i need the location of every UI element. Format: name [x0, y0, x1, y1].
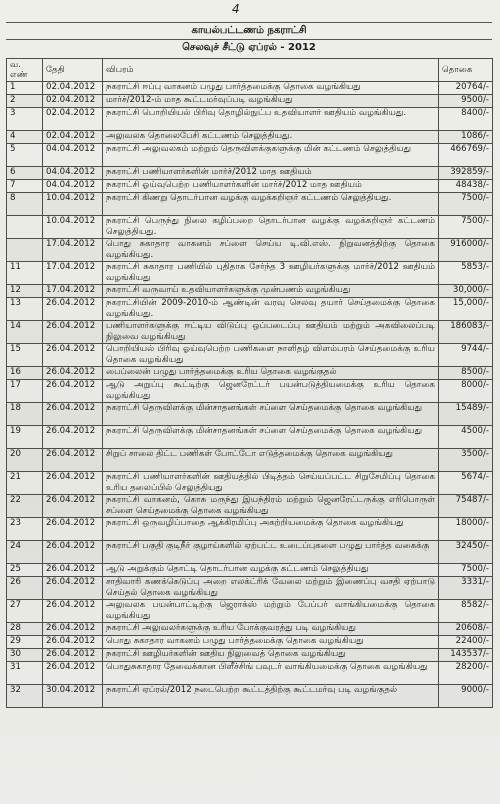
amount-cell: 3331/- — [439, 577, 493, 600]
description-cell: சிறுப் சாலை திட்ட பணிகள் போட்டோ எடுத்தமைக்கு தொகை வழங்கியது — [103, 449, 439, 472]
table-body — [7, 82, 493, 708]
amount-cell: 7500/- — [439, 564, 493, 577]
description-cell: நகராட்சி ஏப்ரல்/2012 நடைபெற்ற கூட்டத்திற்கு கூட்டமர்வு படி வழங்குதல் — [103, 685, 439, 708]
table-row — [7, 367, 493, 380]
date-cell: 26.04.2012 — [43, 449, 103, 472]
serial-cell: 21 — [7, 472, 43, 495]
serial-cell: 18 — [7, 403, 43, 426]
serial-cell: 22 — [7, 495, 43, 518]
description-cell: நகராட்சி வாகனம், கொசு மருந்து இயந்திரம் மற்றும் ஜெனரேட்டருக்கு எரிபொருள் சப்ளை செய்தமைக்கு தொகை வழங்கியது — [103, 495, 439, 518]
table-row — [7, 144, 493, 167]
amount-cell: 9000/- — [439, 685, 493, 708]
amount-cell: 18000/- — [439, 518, 493, 541]
date-cell: 04.04.2012 — [43, 167, 103, 180]
date-cell: 26.04.2012 — [43, 623, 103, 636]
description-cell: நகராட்சி பொறியியல் பிரிவு தொழில்நுட்ப உதவியாளர் ஊதியம் வழங்கியது. — [103, 108, 439, 131]
date-cell: 17.04.2012 — [43, 285, 103, 298]
date-cell: 26.04.2012 — [43, 577, 103, 600]
serial-cell: 28 — [7, 623, 43, 636]
table-row — [7, 321, 493, 344]
description-cell: மார்ச்/2012-ம் மாத கூட்டமர்வுப்படி வழங்கியது — [103, 95, 439, 108]
table-row — [7, 623, 493, 636]
description-cell: அலுவலக தொலைபேசி கட்டணம் செலுத்தியது. — [103, 131, 439, 144]
amount-cell: 392859/- — [439, 167, 493, 180]
date-cell: 26.04.2012 — [43, 426, 103, 449]
serial-cell: 4 — [7, 131, 43, 144]
amount-cell: 30,000/- — [439, 285, 493, 298]
serial-cell: 11 — [7, 262, 43, 285]
date-cell: 02.04.2012 — [43, 131, 103, 144]
date-cell: 02.04.2012 — [43, 82, 103, 95]
date-cell: 17.04.2012 — [43, 239, 103, 262]
date-cell: 04.04.2012 — [43, 180, 103, 193]
table-row — [7, 541, 493, 564]
serial-cell: 30 — [7, 649, 43, 662]
date-cell: 26.04.2012 — [43, 344, 103, 367]
amount-cell: 48438/- — [439, 180, 493, 193]
amount-cell: 7500/- — [439, 216, 493, 239]
date-cell: 26.04.2012 — [43, 367, 103, 380]
amount-cell: 20764/- — [439, 82, 493, 95]
amount-cell: 1086/- — [439, 131, 493, 144]
serial-cell: 14 — [7, 321, 43, 344]
expense-table — [6, 58, 493, 708]
table-row — [7, 262, 493, 285]
date-cell: 26.04.2012 — [43, 298, 103, 321]
description-cell: அலுவலக பயன்பாட்டிற்கு ஜெராக்ஸ் மற்றும் பேப்பர் வாங்கியமைக்கு தொகை வழங்கியது — [103, 600, 439, 623]
description-cell: நகராட்சி பணியாளர்களின் மார்ச்/2012 மாத ஊதியம் — [103, 167, 439, 180]
amount-cell: 8400/- — [439, 108, 493, 131]
table-row — [7, 449, 493, 472]
amount-cell: 4500/- — [439, 426, 493, 449]
description-cell: பொதுசுகாதார தேவைக்கான பிளீச்சிங் பவுடர் வாங்கியமைக்கு தொகை வழங்கியது — [103, 662, 439, 685]
serial-cell — [7, 239, 43, 262]
date-cell: 02.04.2012 — [43, 95, 103, 108]
table-row — [7, 108, 493, 131]
document-title: காயல்பட்டணம் நகராட்சி — [6, 22, 492, 40]
table-row — [7, 180, 493, 193]
serial-cell: 7 — [7, 180, 43, 193]
table-row — [7, 344, 493, 367]
table-row — [7, 193, 493, 216]
date-cell: 10.04.2012 — [43, 193, 103, 216]
amount-cell: 32450/- — [439, 541, 493, 564]
table-row — [7, 495, 493, 518]
table-row — [7, 403, 493, 426]
document-subtitle: செலவுச் சீட்டு ஏப்ரல் - 2012 — [182, 42, 316, 53]
date-cell: 26.04.2012 — [43, 541, 103, 564]
amount-cell: 7500/- — [439, 193, 493, 216]
date-cell: 26.04.2012 — [43, 636, 103, 649]
date-cell: 26.04.2012 — [43, 321, 103, 344]
amount-cell: 22400/- — [439, 636, 493, 649]
date-cell: 30.04.2012 — [43, 685, 103, 708]
page-mark: 4 — [232, 2, 240, 16]
description-cell: நகராட்சி தெருவிளக்கு மின்சாதனங்கள் சப்ளை செய்தமைக்கு தொகை வழங்கியது — [103, 403, 439, 426]
serial-cell — [7, 216, 43, 239]
amount-cell: 8500/- — [439, 367, 493, 380]
table-row — [7, 472, 493, 495]
description-cell: பொறியியல் பிரிவு ஓய்வுபெற்ற பணிகளை நாளிதழ் விளம்பரம் செய்தமைக்கு உரிய தொகை வழங்கியது — [103, 344, 439, 367]
description-cell: நகராட்சி ஊழியர்களின் ஊதிய நிலுவைத் தொகை வழங்கியது — [103, 649, 439, 662]
description-cell: நகராட்சி சுகாதார பணியில் புதிதாக சேர்ந்த 3 ஊழியர்களுக்கு மார்ச்/2012 ஊதியம் வழங்கியது — [103, 262, 439, 285]
serial-cell: 12 — [7, 285, 43, 298]
description-cell: நகராட்சி பகுதி குடிநீர் குழாய்களில் ஏற்பட்ட உடைப்புகளை பழுது பார்த்த வகைக்கு — [103, 541, 439, 564]
column-header-amount: தொகை — [439, 59, 493, 82]
amount-cell: 75487/- — [439, 495, 493, 518]
description-cell: பொது சுகாதார வாகனம் பழுது பார்த்தமைக்கு தொகை வழங்கியது — [103, 636, 439, 649]
amount-cell: 9500/- — [439, 95, 493, 108]
amount-cell: 20608/- — [439, 623, 493, 636]
description-cell: பணியாளர்களுக்கு ஈட்டிய விடுப்பு ஒப்படைப்பு ஊதியம் மற்றும் அகவிலைப்படி நிலுவை வழங்கியது — [103, 321, 439, 344]
serial-cell: 17 — [7, 380, 43, 403]
table-row — [7, 298, 493, 321]
description-cell: நகராட்சி தெருவிளக்கு மின்சாதனங்கள் சப்ளை செய்தமைக்கு தொகை வழங்கியது — [103, 426, 439, 449]
serial-cell: 1 — [7, 82, 43, 95]
description-cell: நகராட்சி ஈப்பு வாகனம் பழுது பார்த்தமைக்கு தொகை வழங்கியது — [103, 82, 439, 95]
description-cell: நகராட்சி ஒருவழிப்பாதை ஆக்கிரமிப்பு அகற்றியமைக்கு தொகை வழங்கியது — [103, 518, 439, 541]
serial-cell: 3 — [7, 108, 43, 131]
description-cell: பொது சுகாதார வாகனம் சப்ளை செய்ய டி.வி.எஸ். நிறுவனத்திற்கு தொகை வழங்கியது. — [103, 239, 439, 262]
serial-cell: 20 — [7, 449, 43, 472]
table-row — [7, 636, 493, 649]
amount-cell: 916000/- — [439, 239, 493, 262]
serial-cell: 25 — [7, 564, 43, 577]
date-cell: 26.04.2012 — [43, 564, 103, 577]
serial-cell: 8 — [7, 193, 43, 216]
description-cell: நகராட்சி கிணறு தொடர்பான வழக்கு வழக்கறிஞர் கட்டணம் செலுத்தியது. — [103, 193, 439, 216]
description-cell: பைப்லைன் பழுது பார்த்தமைக்கு உரிய தொகை வழங்குதல் — [103, 367, 439, 380]
table-row — [7, 131, 493, 144]
date-cell: 10.04.2012 — [43, 216, 103, 239]
serial-cell: 16 — [7, 367, 43, 380]
table-row — [7, 649, 493, 662]
table-row — [7, 167, 493, 180]
serial-cell: 32 — [7, 685, 43, 708]
amount-cell: 5853/- — [439, 262, 493, 285]
description-cell: ஆடு அறுக்கும் தொட்டி தொடர்பான வழக்கு கட்டணம் செலுத்தியது — [103, 564, 439, 577]
date-cell: 26.04.2012 — [43, 662, 103, 685]
column-header-date: தேதி — [43, 59, 103, 82]
serial-cell: 19 — [7, 426, 43, 449]
date-cell: 02.04.2012 — [43, 108, 103, 131]
column-header-serial: வ. எண் — [7, 59, 43, 82]
serial-cell: 26 — [7, 577, 43, 600]
description-cell: ஆடு அறுப்பு கூட்டிற்கு ஜெனரேட்டர் பயன்படுத்தியமைக்கு உரிய தொகை வழங்கியது — [103, 380, 439, 403]
description-cell: நகராட்சி வருவாய் உதவியாளர்களுக்கு முன்பணம் வழங்கியது — [103, 285, 439, 298]
table-row — [7, 564, 493, 577]
amount-cell: 15489/- — [439, 403, 493, 426]
amount-cell: 466769/- — [439, 144, 493, 167]
serial-cell: 2 — [7, 95, 43, 108]
date-cell: 26.04.2012 — [43, 472, 103, 495]
table-row — [7, 285, 493, 298]
amount-cell: 15,000/- — [439, 298, 493, 321]
serial-cell: 13 — [7, 298, 43, 321]
description-cell: நகராட்சி அலுவலர்களுக்கு உரிய போக்குவரத்து படி வழங்கியது — [103, 623, 439, 636]
description-cell: நகராட்சியின் 2009-2010-ம் ஆண்டின் வரவு செலவு தயார் செய்தமைக்கு தொகை வழங்கியது. — [103, 298, 439, 321]
table-row — [7, 662, 493, 685]
date-cell: 26.04.2012 — [43, 649, 103, 662]
table-row — [7, 600, 493, 623]
column-header-description: விபரம் — [103, 59, 439, 82]
serial-cell: 31 — [7, 662, 43, 685]
table-row — [7, 82, 493, 95]
serial-cell: 23 — [7, 518, 43, 541]
table-row — [7, 95, 493, 108]
description-cell: நகராட்சி அலுவலகம் மற்றும் தெருவிளக்குகளுக்கு மின் கட்டணம் செலுத்தியது — [103, 144, 439, 167]
serial-cell: 5 — [7, 144, 43, 167]
amount-cell: 3500/- — [439, 449, 493, 472]
table-header-row — [7, 59, 493, 82]
amount-cell: 143537/- — [439, 649, 493, 662]
amount-cell: 8000/- — [439, 380, 493, 403]
amount-cell: 9744/- — [439, 344, 493, 367]
serial-cell: 27 — [7, 600, 43, 623]
date-cell: 26.04.2012 — [43, 518, 103, 541]
table-row — [7, 518, 493, 541]
table-row — [7, 380, 493, 403]
description-cell: சாதிவாரி கணக்கெடுப்பு அறை எலக்ட்ரிக் வேலை மற்றும் இணைப்பு வசதி ஏற்பாடு செய்தல் தொகை வழங்கியது — [103, 577, 439, 600]
serial-cell: 24 — [7, 541, 43, 564]
serial-cell: 6 — [7, 167, 43, 180]
description-cell: நகராட்சி பெருந்து நிலை கழிப்பறை தொடர்பான வழக்கு வழக்கறிஞர் கட்டணம் செலுத்தியது. — [103, 216, 439, 239]
date-cell: 26.04.2012 — [43, 600, 103, 623]
amount-cell: 186083/- — [439, 321, 493, 344]
table-row — [7, 216, 493, 239]
date-cell: 26.04.2012 — [43, 380, 103, 403]
description-cell: நகராட்சி ஓய்வுபெற்ற பணியாளர்களின் மார்ச்/2012 மாத ஊதியம் — [103, 180, 439, 193]
amount-cell: 8582/- — [439, 600, 493, 623]
table-row — [7, 577, 493, 600]
table-row — [7, 239, 493, 262]
serial-cell: 15 — [7, 344, 43, 367]
table-row — [7, 685, 493, 708]
amount-cell: 5674/- — [439, 472, 493, 495]
date-cell: 26.04.2012 — [43, 495, 103, 518]
table-row — [7, 426, 493, 449]
date-cell: 26.04.2012 — [43, 403, 103, 426]
amount-cell: 28200/- — [439, 662, 493, 685]
description-cell: நகராட்சி பணியாளர்களின் ஊதியத்தில் பிடித்தம் செய்யப்பட்ட சிறுசேமிப்பு தொகை உரிய தலைப்பில் செலுத்தியது — [103, 472, 439, 495]
date-cell: 04.04.2012 — [43, 144, 103, 167]
serial-cell: 29 — [7, 636, 43, 649]
date-cell: 17.04.2012 — [43, 262, 103, 285]
